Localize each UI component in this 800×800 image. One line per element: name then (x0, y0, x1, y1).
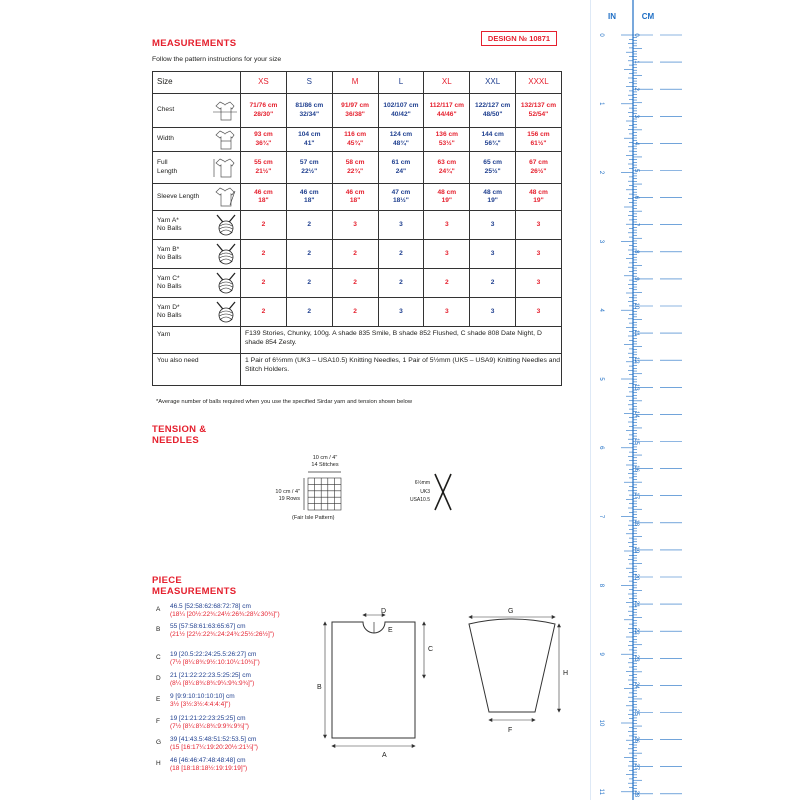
ruler-cm-number: 1 (633, 60, 639, 64)
size-xs: XS (241, 72, 287, 94)
yarn-ball-count: 3 (424, 240, 470, 269)
piece-value-in: (18¼ [20½:22¾:24½:26¾:28¼:30¾]") (170, 611, 280, 618)
ruler-cm-number: 18 (633, 519, 639, 527)
yarn-ball-icon (214, 213, 238, 237)
yarn-row-label (153, 240, 241, 269)
ruler-inch-number: 10 (598, 719, 604, 727)
yarn-ball-count: 2 (470, 269, 516, 298)
measurement-value (424, 128, 470, 152)
measurement-value-cm: 48 cm (529, 188, 548, 196)
yarn-row-label-text2: No Balls (157, 312, 182, 319)
measurement-value-cm: 124 cm (389, 131, 413, 138)
yarn-row-label-text2: No Balls (157, 225, 182, 232)
measurement-value-in: 56¾" (484, 139, 501, 147)
tension-top-label (300, 455, 350, 468)
diagram-label-a: A (382, 752, 387, 759)
measurement-value (470, 184, 516, 211)
ruler-cm-number: 19 (633, 546, 639, 554)
tension-heading-line2: NEEDLES (152, 435, 199, 446)
yarn-ball-count: 2 (332, 269, 378, 298)
yarn-ball-count: 2 (241, 211, 287, 240)
piece-value-in: 3½ [3½:3½:4:4:4:4]") (170, 701, 231, 708)
piece-value-cm: 21 [21:22:22:23.5:25:25] cm (170, 672, 251, 679)
tension-heading (152, 424, 206, 446)
ruler-cm-number: 28 (633, 790, 639, 798)
measurement-value-in: 24¾" (438, 167, 455, 175)
measurement-value-in: 48/50" (482, 110, 503, 118)
measurement-value-in: 36¾" (255, 139, 272, 147)
ruler-inch-number: 6 (598, 446, 604, 450)
measurement-value-in: 22½" (301, 167, 318, 175)
measurement-value-cm: 46 cm (299, 188, 319, 196)
measurement-value (241, 184, 287, 211)
piece-value-in: (21½ [22½:22¾:24:24¾:25½:26½]") (170, 631, 275, 638)
measurement-value-cm: 112/117 cm (429, 102, 465, 109)
measurement-value (378, 94, 424, 128)
yarn-ball-count: 2 (241, 269, 287, 298)
yarn-ball-count: 3 (332, 211, 378, 240)
ruler-cm-number: 14 (633, 411, 639, 418)
measurement-value (286, 94, 332, 128)
ruler-inch-number: 0 (598, 33, 604, 37)
footnote: *Average number of balls required when you use the specified Sirdar yarn and tension shown below (156, 399, 413, 405)
measurement-value-in: 26½" (530, 167, 547, 175)
measurement-value-in: 48¾" (392, 139, 409, 147)
yarn-ball-count: 3 (516, 211, 562, 240)
tension-heading-line1: TENSION & (152, 424, 207, 435)
measurement-value (241, 128, 287, 152)
ruler-cm-number: 8 (633, 250, 639, 254)
needle-labels (400, 479, 430, 505)
measurement-value-cm: 48 cm (437, 188, 457, 196)
measurement-value-in: 25½" (484, 167, 501, 175)
diagram-label-f: F (508, 727, 513, 734)
diagram-label-c: C (428, 646, 434, 653)
measurement-value-cm: 61 cm (391, 159, 411, 166)
yarn-text: F139 Stories, Chunky, 100g. A shade 835 Smile, B shade 852 Flushed, C shade 808 Date Night, D shade 854 Zesty. (241, 327, 562, 354)
measurement-row (153, 152, 562, 184)
measurements-heading: MEASUREMENTS (152, 38, 237, 49)
measurement-label (153, 184, 241, 211)
yarn-ball-count: 3 (516, 240, 562, 269)
yarn-row-label-text: Yarn B* (157, 245, 180, 253)
ruler-cm-number: 7 (633, 223, 639, 227)
measurement-value-cm: 93 cm (254, 131, 273, 138)
tension-side-line1: 10 cm / 4" (275, 489, 300, 495)
measurement-value (470, 128, 516, 152)
piece-value-in: (7½ [8¼:8¼:8¾:9:9¾:9¾]") (170, 723, 249, 730)
yarn-label: Yarn (153, 327, 241, 354)
ruler-cm-number: 27 (633, 763, 639, 771)
yarn-row-label (153, 269, 241, 298)
measurement-value-cm: 136 cm (435, 131, 458, 138)
measurement-value (378, 128, 424, 152)
piece-letter: G (156, 739, 162, 746)
piece-value-cm: 9 [9:9:10:10:10:10] cm (170, 693, 235, 700)
yarn-ball-count: 2 (286, 269, 332, 298)
yarn-row-label (153, 298, 241, 327)
ruler-cm-number: 10 (633, 302, 639, 310)
ruler-cm-number: 13 (633, 383, 639, 391)
measurement-value-cm: 102/107 cm (383, 102, 419, 109)
measurement-value-cm: 122/127 cm (475, 102, 511, 109)
measurement-value-in: 28/30" (253, 110, 274, 118)
needle-size: 6½mm (414, 480, 430, 486)
ruler-cm-number: 12 (633, 356, 639, 364)
size-s: S (286, 72, 332, 94)
measurement-value (241, 94, 287, 128)
measurement-value (470, 152, 516, 184)
piece-value-in: (8¼ [8¼:8¾:8¾:9¼:9¾:9¾]") (170, 680, 255, 687)
measurement-value (332, 152, 378, 184)
measurement-value-cm: 47 cm (391, 188, 411, 196)
yarn-row-label (153, 211, 241, 240)
yarn-ball-icon (214, 242, 238, 266)
ruler-cm-number: 2 (633, 87, 639, 91)
yarn-row (153, 298, 562, 327)
measurement-label-text: Sleeve Length (157, 192, 200, 200)
ruler-cm-number: 0 (633, 33, 639, 37)
measurement-label (153, 94, 241, 128)
size-xl: XL (424, 72, 470, 94)
measurement-value (516, 94, 562, 128)
size-m: M (332, 72, 378, 94)
yarn-row (153, 269, 562, 298)
measurement-value (332, 128, 378, 152)
ruler-cm-number: 6 (633, 195, 639, 200)
yarn-ball-count: 3 (470, 298, 516, 327)
measuring-ruler (590, 0, 800, 800)
measurement-value-in: 52/54" (528, 110, 549, 118)
crossed-needles-icon (432, 472, 454, 512)
measurement-value-cm: 46 cm (345, 188, 365, 196)
ruler-cm-label: CM (641, 12, 655, 21)
measurement-label (153, 128, 241, 152)
yarn-ball-count: 3 (516, 298, 562, 327)
piece-value-in: (15 [16:17¼:19:20:20½:21¼]") (170, 744, 258, 751)
measurement-value-in: 22¾" (347, 167, 364, 175)
measurement-value-cm: 57 cm (299, 159, 319, 166)
measurement-value-cm: 46 cm (254, 188, 273, 196)
measurement-value (332, 94, 378, 128)
yarn-row-label-text: Yarn D* (157, 303, 180, 311)
ruler-inch-number: 2 (598, 170, 604, 175)
piece-letter: F (156, 718, 160, 725)
yarn-ball-count: 2 (241, 298, 287, 327)
piece-value-in: (7½ [8¼:8¾:9½:10:10¼:10¾]") (170, 659, 260, 666)
yarn-ball-count: 3 (470, 240, 516, 269)
measurement-value-in: 18" (304, 197, 315, 204)
need-label: You also need (153, 354, 241, 386)
measurement-value-cm: 67 cm (529, 159, 548, 166)
ruler-inch-number: 1 (598, 102, 604, 106)
piece-letter: E (156, 696, 161, 703)
piece-letter: C (156, 654, 161, 661)
tension-top-line1: 10 cm / 4" (312, 455, 338, 461)
measurement-value-in: 40/42" (391, 110, 411, 118)
yarn-ball-count: 3 (378, 211, 424, 240)
size-table (152, 71, 562, 386)
yarn-ball-count: 2 (286, 240, 332, 269)
measurement-label-text: Width (157, 135, 174, 143)
ruler-cm-number: 26 (633, 736, 639, 743)
size-label: Size (153, 72, 241, 94)
measurement-value-cm: 144 cm (481, 131, 504, 138)
need-text: 1 Pair of 6½mm (UK3 – USA10.5) Knitting Needles, 1 Pair of 5½mm (UK5 – USA9) Knitting Needles and Stitch Holders. (241, 354, 562, 386)
measurement-value (286, 152, 332, 184)
diagram-label-e: E (388, 627, 393, 634)
piece-value-cm: 46 [46:46:47:48:48:48] cm (170, 757, 246, 764)
needle-usa: USA10.5 (409, 497, 430, 503)
measurement-value (470, 94, 516, 128)
size-l: L (378, 72, 424, 94)
measurement-row (153, 128, 562, 152)
yarn-ball-count: 3 (378, 298, 424, 327)
measurement-value-in: 19" (441, 197, 453, 204)
needle-uk: UK3 (420, 488, 430, 495)
ruler-cm-number: 9 (633, 277, 639, 281)
yarn-ball-count: 2 (286, 298, 332, 327)
piece-value-cm: 19 [20.5:22:24:25.5:26:27] cm (170, 651, 257, 658)
yarn-row-label-text2: No Balls (157, 283, 182, 290)
yarn-ball-count: 2 (241, 240, 287, 269)
measurement-value (516, 152, 562, 184)
piece-heading-line1: PIECE (152, 575, 183, 586)
yarn-ball-count: 2 (332, 240, 378, 269)
measurement-value-in: 18" (258, 197, 269, 204)
yarn-ball-count: 3 (516, 269, 562, 298)
measurement-value (241, 152, 287, 184)
ruler-inch-number: 11 (598, 788, 604, 795)
design-number-box: DESIGN № 10871 (481, 31, 557, 46)
need-info-row (153, 354, 562, 386)
ruler-cm-number: 25 (633, 709, 639, 716)
ruler-cm-number: 21 (633, 600, 639, 608)
yarn-info-row (153, 327, 562, 354)
measurement-value-cm: 55 cm (254, 159, 273, 166)
ruler-cm-number: 3 (633, 114, 639, 118)
measurement-value-cm: 116 cm (344, 131, 367, 138)
ruler-cm-number: 15 (633, 438, 639, 445)
length-diagram-icon (212, 156, 238, 180)
measurement-value-in: 45¾" (347, 139, 364, 147)
measurement-value-cm: 58 cm (345, 159, 365, 166)
ruler-cm-number: 4 (633, 141, 639, 146)
piece-letter: H (156, 760, 161, 767)
yarn-row (153, 211, 562, 240)
yarn-ball-count: 2 (332, 298, 378, 327)
piece-value-cm: 19 [21:21:22:23:25:25] cm (170, 715, 246, 722)
ruler-cm-number: 17 (633, 492, 639, 500)
sleeve-diagram-icon (212, 185, 238, 209)
ruler-cm-number: 20 (633, 573, 639, 581)
diagram-label-b: B (317, 684, 322, 691)
measurement-value-in: 18½" (392, 197, 409, 204)
ruler-cm-number: 16 (633, 465, 639, 472)
diagram-label-g: G (508, 608, 514, 615)
measurement-value-cm: 71/76 cm (249, 102, 278, 109)
measurement-value-in: 41" (304, 139, 315, 147)
diagram-label-h: H (563, 670, 569, 677)
measurement-value-cm: 104 cm (298, 131, 321, 138)
ruler-cm-number: 22 (633, 627, 639, 635)
yarn-ball-count: 2 (286, 211, 332, 240)
piece-letter: D (156, 675, 161, 682)
measurement-label-text: Full (157, 159, 168, 166)
ruler-cm-number: 24 (633, 682, 639, 689)
tension-top-line2: 14 Stitches (311, 461, 339, 468)
measurement-value-cm: 65 cm (483, 159, 502, 166)
measurement-value (286, 184, 332, 211)
ruler-cm-number: 23 (633, 654, 639, 662)
measurement-value-in: 61½" (530, 139, 547, 147)
measurement-value (424, 184, 470, 211)
piece-heading (152, 575, 236, 597)
yarn-ball-count: 3 (424, 298, 470, 327)
yarn-row (153, 240, 562, 269)
measurement-value-in: 24" (395, 167, 407, 175)
yarn-row-label-text: Yarn C* (157, 274, 180, 282)
yarn-ball-count: 2 (424, 269, 470, 298)
measurement-value-cm: 81/86 cm (295, 102, 324, 109)
yarn-row-label-text2: No Balls (157, 254, 182, 261)
size-xxl: XXL (470, 72, 516, 94)
measurement-value-cm: 48 cm (483, 188, 502, 196)
measurement-value-cm: 91/97 cm (341, 102, 370, 109)
measurement-value-cm: 63 cm (437, 159, 457, 166)
measurement-row (153, 94, 562, 128)
measurement-value (516, 184, 562, 211)
measurement-value-in: 18" (349, 197, 361, 204)
yarn-row-label-text: Yarn A* (157, 216, 179, 224)
measurement-value-cm: 156 cm (527, 131, 550, 138)
measurement-row (153, 184, 562, 211)
body-piece-diagram (300, 600, 450, 760)
piece-letter: A (156, 606, 161, 613)
measurement-value (424, 152, 470, 184)
measurement-value (286, 128, 332, 152)
measurement-value (378, 184, 424, 211)
measurement-value-in: 44/46" (436, 110, 457, 118)
yarn-ball-count: 2 (378, 240, 424, 269)
size-header-row (153, 72, 562, 94)
measurement-value (332, 184, 378, 211)
tension-square-icon (300, 470, 346, 512)
sleeve-piece-diagram (455, 600, 590, 750)
ruler-cm-number: 5 (633, 168, 639, 173)
instruction-text: Follow the pattern instructions for your size (152, 56, 282, 63)
piece-value-in: (18 [18:18:18½:19:19:19]") (170, 765, 248, 772)
tension-pattern-note: (Fair Isle Pattern) (292, 515, 335, 521)
piece-value-cm: 55 [57:58:61:63:65:67] cm (170, 623, 246, 630)
measurement-value-in: 32/34" (299, 110, 320, 118)
measurement-label-text: Chest (157, 106, 175, 114)
ruler-inch-number: 4 (598, 308, 604, 312)
piece-value-cm: 46.5 [52:58:62:68:72:78] cm (170, 603, 251, 610)
diagram-label-d: D (381, 608, 387, 615)
measurement-value-in: 36/38" (345, 110, 365, 118)
piece-letter: B (156, 626, 161, 633)
ruler-cm-number: 11 (633, 329, 639, 337)
yarn-ball-count: 3 (424, 211, 470, 240)
yarn-ball-icon (214, 300, 238, 324)
piece-value-cm: 39 [41:43.5:48:51:52:53.5] cm (170, 736, 257, 743)
width-diagram-icon (212, 128, 238, 152)
yarn-ball-count: 3 (470, 211, 516, 240)
measurement-value-in: 53½" (438, 139, 455, 147)
yarn-ball-icon (214, 271, 238, 295)
measurement-value (516, 128, 562, 152)
measurement-label (153, 152, 241, 184)
chest-diagram-icon (212, 99, 238, 123)
tension-side-line2: 19 Rows (278, 495, 300, 502)
ruler-inch-number: 5 (598, 377, 604, 381)
measurement-value (424, 94, 470, 128)
ruler-inch-number: 7 (598, 514, 604, 519)
size-xxxl: XXXL (516, 72, 562, 94)
piece-heading-line2: MEASUREMENTS (152, 586, 237, 597)
measurement-value-cm: 132/137 cm (520, 102, 557, 109)
ruler-inch-number: 8 (598, 583, 604, 588)
measurement-label-text2: Length (157, 167, 178, 175)
measurement-value-in: 21½" (255, 167, 272, 175)
ruler-inch-label: IN (608, 12, 616, 21)
yarn-ball-count: 2 (378, 269, 424, 298)
measurement-value-in: 19" (487, 197, 498, 204)
measurement-value (378, 152, 424, 184)
ruler-inch-number: 3 (598, 239, 604, 244)
tension-side-label (258, 489, 300, 502)
ruler-inch-number: 9 (598, 652, 604, 656)
measurement-value-in: 19" (533, 197, 544, 204)
